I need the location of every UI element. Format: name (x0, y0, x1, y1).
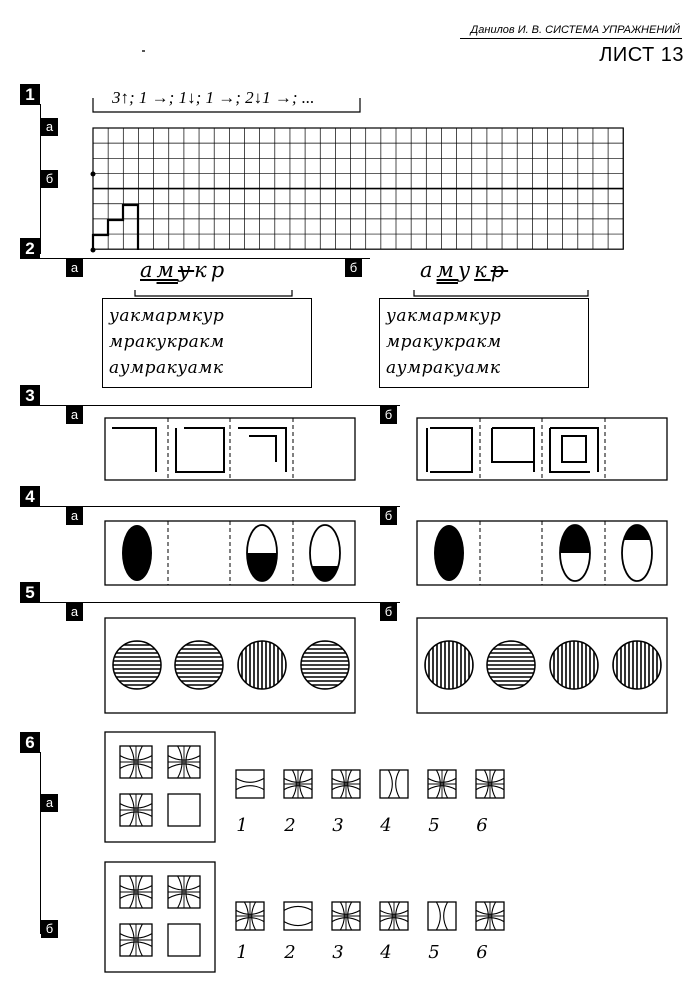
letter: р (210, 258, 229, 282)
section-1-formula: 3↑; 1 →; 1↓; 1 →; 2↓1 →; ... (112, 88, 315, 107)
section-2-number: 2 (20, 238, 40, 259)
pattern-tile (120, 746, 152, 778)
pattern-tile (476, 770, 504, 798)
pattern-tile (428, 902, 456, 930)
letter: к (474, 258, 491, 282)
section-3b-label: б (380, 406, 397, 424)
pattern-tile (120, 876, 152, 908)
pattern-tile (476, 902, 504, 930)
section-6a-label: а (41, 794, 58, 812)
pattern-tile (168, 876, 200, 908)
answer-number-b-4: 4 (380, 942, 392, 963)
pattern-tile (236, 902, 264, 930)
answer-number-b-6: 6 (476, 942, 488, 963)
answer-number-b-1: 1 (236, 942, 248, 963)
sheet-title: ЛИСТ 13 (599, 44, 684, 66)
text-line: мракукракм (109, 332, 225, 352)
pattern-tile (168, 746, 200, 778)
header-author: Данилов И. В. СИСТЕМА УПРАЖНЕНИЙ (470, 24, 680, 36)
pattern-tile (236, 770, 264, 798)
section-2a-label: а (66, 259, 83, 277)
answer-number-b-2: 2 (284, 942, 296, 963)
pattern-tile (120, 924, 152, 956)
section-1-number: 1 (20, 84, 40, 105)
section-2b-label: б (345, 259, 362, 277)
section-3-number: 3 (20, 385, 40, 406)
letter: р (490, 258, 509, 282)
text-line: уакмармкур (109, 306, 225, 326)
section-6-number: 6 (20, 732, 40, 753)
section-5b-label: б (380, 603, 397, 621)
answer-number-a-5: 5 (428, 815, 440, 836)
pattern-tile (284, 770, 312, 798)
letter: у (457, 258, 475, 282)
pattern-tile (428, 770, 456, 798)
section-1b-label: б (41, 170, 58, 188)
letter: м (156, 258, 178, 282)
pattern-tile (120, 794, 152, 826)
text-line: уакмармкур (386, 306, 502, 326)
text-line: аумракуамк (386, 358, 501, 378)
answer-number-a-4: 4 (380, 815, 392, 836)
letter: у (177, 258, 195, 282)
section-3a-label: а (66, 406, 83, 424)
section-4b-label: б (380, 507, 397, 525)
letter: а (140, 258, 157, 282)
answer-number-a-2: 2 (284, 815, 296, 836)
section-6b-label: б (41, 920, 58, 938)
pattern-tile (332, 902, 360, 930)
pattern-tile (380, 770, 408, 798)
answer-number-a-6: 6 (476, 815, 488, 836)
text-line: мракукракм (386, 332, 502, 352)
answer-number-b-5: 5 (428, 942, 440, 963)
section-4a-label: а (66, 507, 83, 525)
section-5-number: 5 (20, 582, 40, 603)
section-5a-label: а (66, 603, 83, 621)
pattern-tile (332, 770, 360, 798)
pattern-tile (284, 902, 312, 930)
pattern-tile (168, 924, 200, 956)
pattern-tile (168, 794, 200, 826)
text-line: аумракуамк (109, 358, 224, 378)
letter: к (194, 258, 211, 282)
answer-number-a-3: 3 (332, 815, 344, 836)
section-1a-label: а (41, 118, 58, 136)
answer-number-a-1: 1 (236, 815, 248, 836)
letter: м (436, 258, 458, 282)
answer-number-b-3: 3 (332, 942, 344, 963)
letter: а (420, 258, 437, 282)
pattern-tile (380, 902, 408, 930)
section-4-number: 4 (20, 486, 40, 507)
